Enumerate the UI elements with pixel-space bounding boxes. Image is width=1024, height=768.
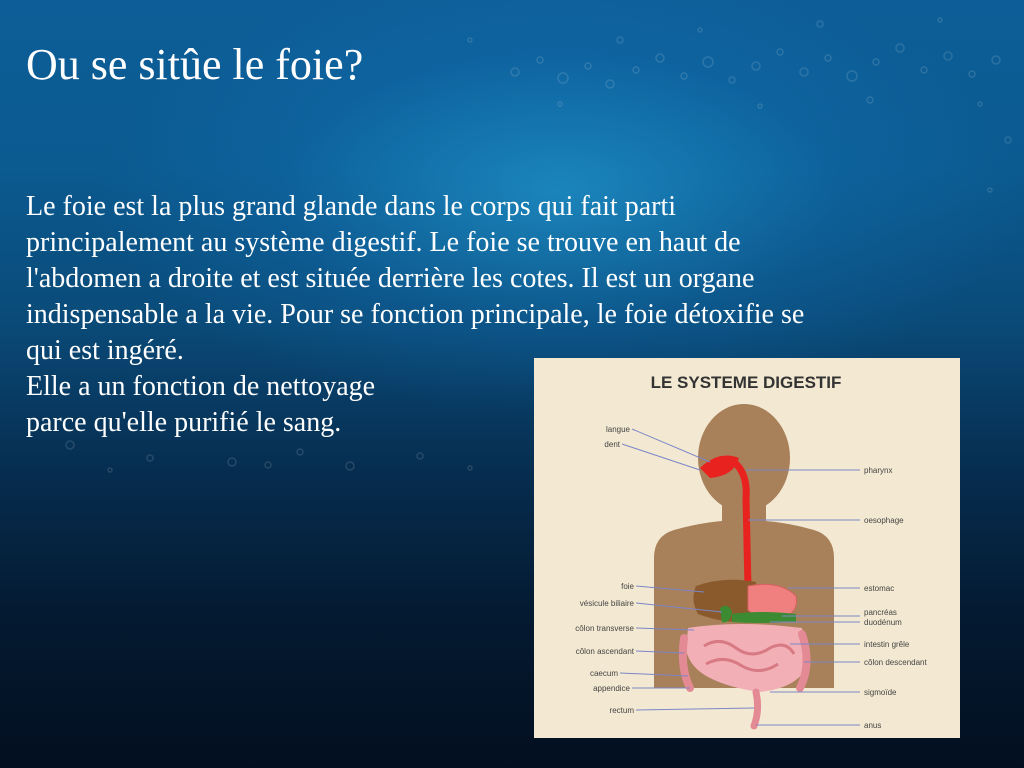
body-line: indispensable a la vie. Pour se fonction principale, le foie détoxifie se	[26, 299, 805, 330]
digestive-system-figure	[534, 358, 960, 738]
digestive-system-illustration	[534, 358, 960, 738]
body-line: Le foie est la plus grand glande dans le corps qui fait parti	[26, 191, 677, 222]
label-vesicule-biliaire: vésicule biliaire	[579, 599, 634, 608]
slide-title: Ou se sitûe le foie?	[26, 40, 364, 89]
label-colon-descendant: côlon descendant	[864, 658, 927, 667]
label-rectum: rectum	[609, 706, 634, 715]
label-duodenum: duodénum	[864, 618, 902, 627]
body-line: parce qu'elle purifié le sang.	[26, 407, 342, 438]
label-colon-ascendant: côlon ascendant	[575, 647, 634, 656]
body-line: l'abdomen a droite et est située derrière les cotes. Il est un organe	[26, 263, 755, 294]
label-pancreas: pancréas	[864, 608, 897, 617]
label-appendice: appendice	[593, 684, 630, 693]
label-intestin-grele: intestin grêle	[864, 640, 910, 649]
body-line: qui est ingéré.	[26, 335, 184, 366]
label-anus: anus	[864, 721, 882, 730]
label-pharynx: pharynx	[864, 466, 893, 475]
label-sigmoide: sigmoïde	[864, 688, 897, 697]
label-foie: foie	[621, 582, 634, 591]
label-dent: dent	[604, 440, 620, 449]
label-oesophage: oesophage	[864, 516, 904, 525]
body-line: Elle a un fonction de nettoyage	[26, 371, 376, 402]
label-langue: langue	[605, 425, 630, 434]
label-estomac: estomac	[864, 584, 895, 593]
pancreas-shape	[732, 612, 796, 623]
body-line: principalement au système digestif. Le foie se trouve en haut de	[26, 227, 741, 258]
label-colon-transverse: côlon transverse	[575, 624, 634, 633]
label-caecum: caecum	[589, 669, 618, 678]
figure-title: LE SYSTEME DIGESTIF	[650, 373, 842, 392]
